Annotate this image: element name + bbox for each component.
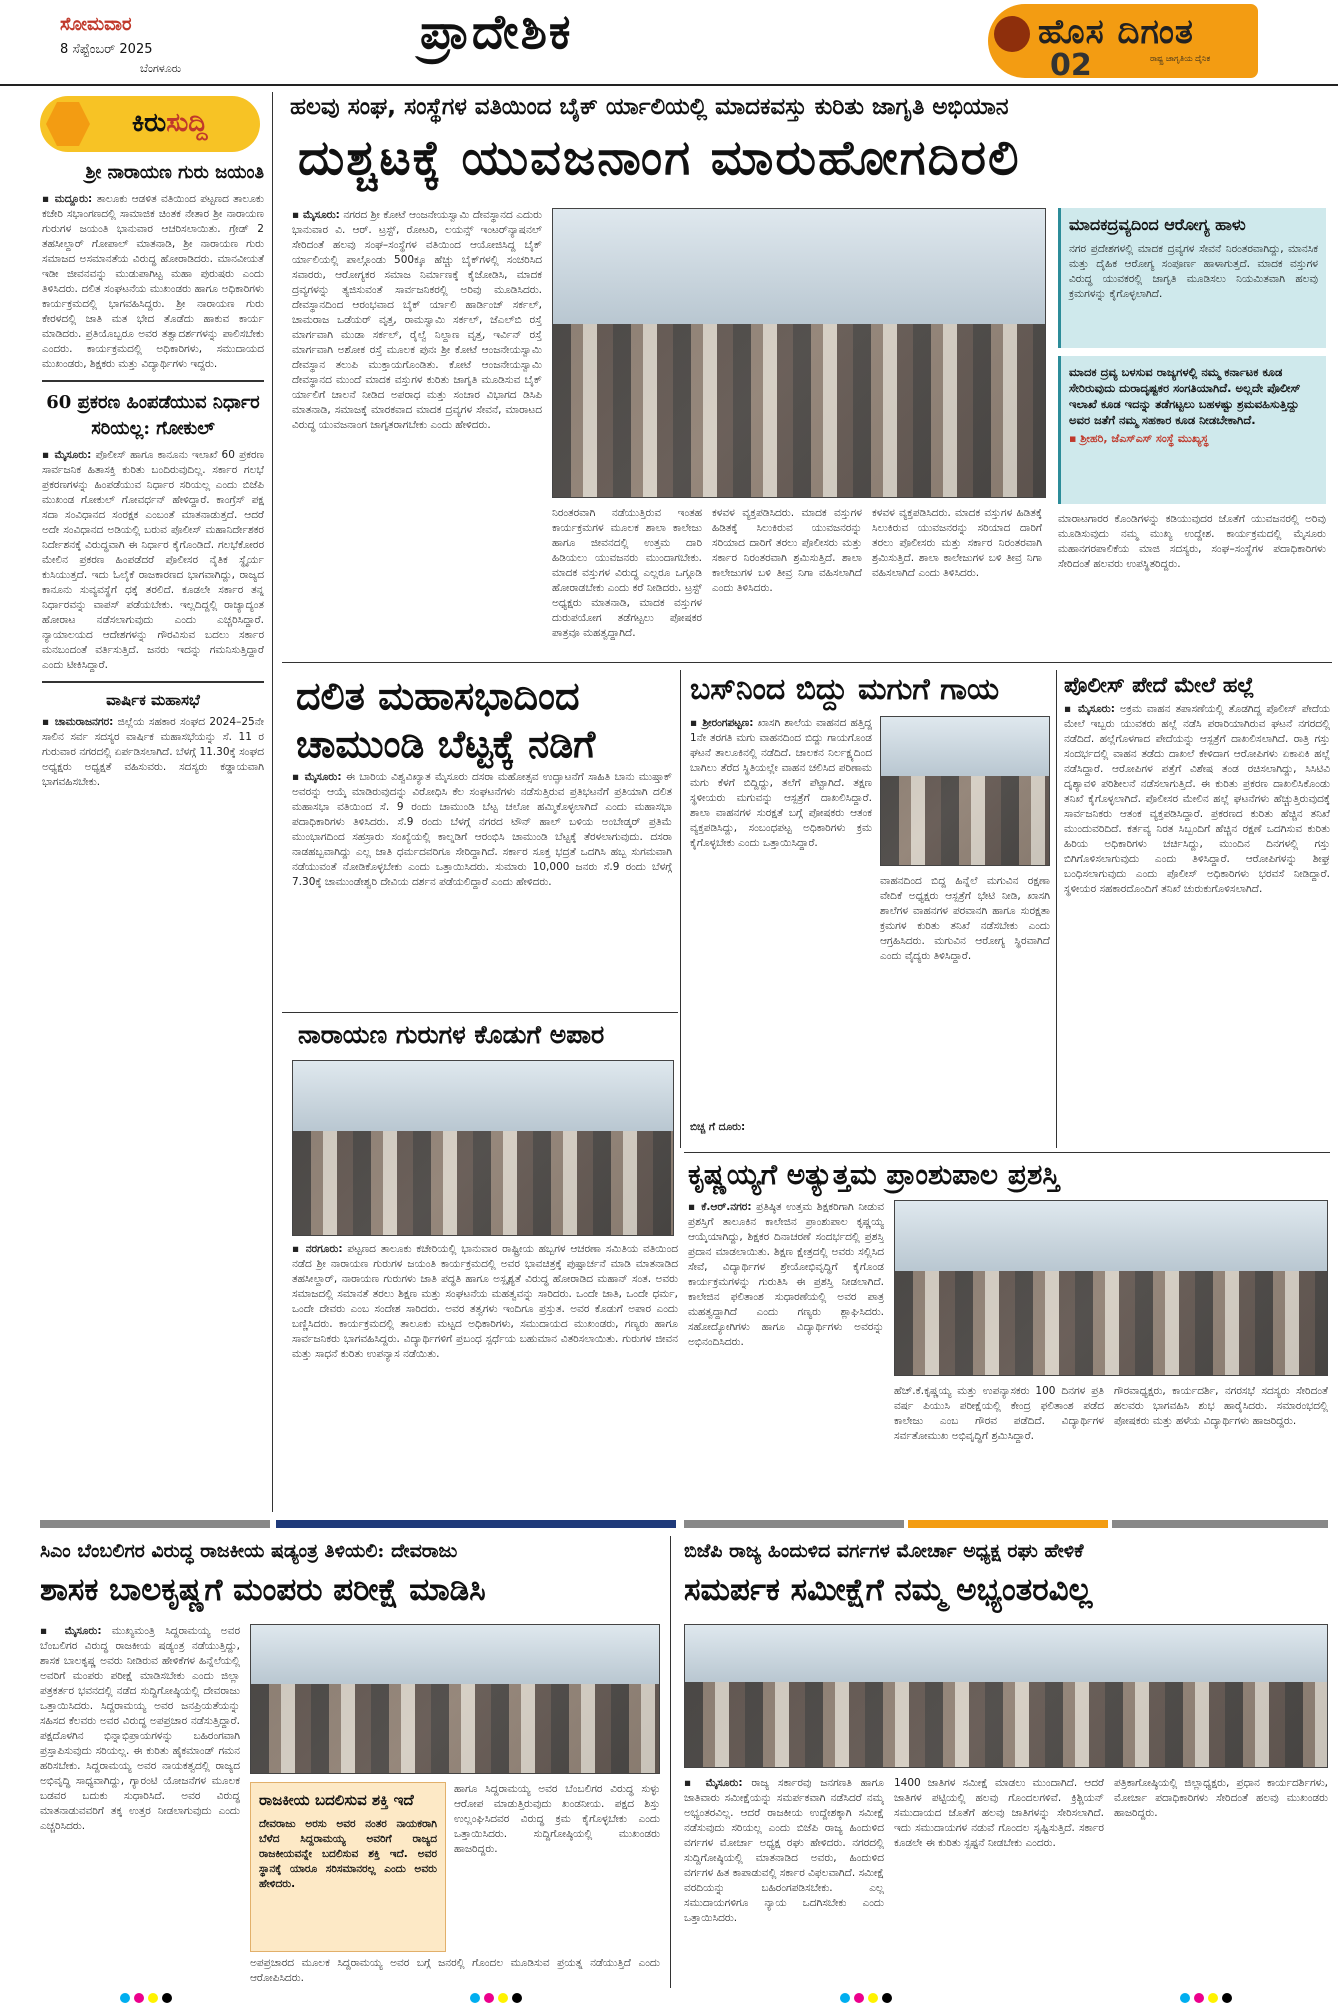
story-body xyxy=(42,192,264,372)
story-text: ಹಾಗೂ ಸಿದ್ದರಾಮಯ್ಯ ಅವರ ಬೆಂಬಲಿಗರ ವಿರುದ್ಧ ಸುಳ್ಳು ಆರೋಪ ಮಾಡುತ್ತಿರುವುದು ಖಂಡನೀಯ. ಪಕ್ಷದ ಶಿಸ್ತು ಉಲ್ಲಂಘಿಸಿದವರ ವಿರುದ್ಧ ಕ್ರಮ ಕೈಗೊಳ್ಳಬೇಕು ಎಂದು ಒತ್ತಾಯಿಸಿದರು. ಸುದ್ದಿಗೋಷ್ಠಿಯಲ್ಲಿ ಮುಖಂಡರು ಹಾಜರಿದ್ದರು. xyxy=(454,1783,660,1855)
police-headline: ಪೊಲೀಸ್ ಪೇದೆ ಮೇಲೆ ಹಲ್ಲೆ xyxy=(1064,672,1255,697)
newspaper-logo xyxy=(988,4,1258,78)
lead-column-2 xyxy=(552,506,702,656)
divider-bar-grey-3 xyxy=(1112,1520,1328,1528)
kiru-label: ಕಿರು xyxy=(132,108,167,138)
photo-crowd xyxy=(553,324,1045,497)
black-mark xyxy=(162,1993,172,2003)
story-text: ನಿರಂತರವಾಗಿ ನಡೆಯುತ್ತಿರುವ ಇಂತಹ ಕಾರ್ಯಕ್ರಮಗಳ ಮೂಲಕ ಶಾಲಾ ಕಾಲೇಜು ಹಾಗೂ ಜೀವನದಲ್ಲಿ ಉತ್ತಮ ದಾರಿ ಹಿಡಿಯಲು ಯುವಜನರು ಮುಂದಾಗಬೇಕು. ಮಾದಕ ವಸ್ತುಗಳ ವಿರುದ್ಧ ಎಲ್ಲರೂ ಒಗ್ಗೂಡಿ ಹೋರಾಡಬೇಕು ಎಂದು ಕರೆ ನೀಡಿದರು. ಟ್ರಸ್ಟ್ ಅಧ್ಯಕ್ಷರು ಮಾತನಾಡಿ, ಮಾದಕ ವಸ್ತುಗಳ ದುರುಪಯೋಗ ತಡೆಗಟ್ಟಲು ಪೋಷಕರ ಪಾತ್ರವೂ ಮಹತ್ವದ್ದಾಗಿದೆ. xyxy=(552,507,702,639)
print-registration-marks xyxy=(470,1993,522,2003)
kiru-suddi-label xyxy=(132,108,207,139)
bike-rally-photo xyxy=(552,208,1046,498)
column-rule xyxy=(680,670,681,1148)
suddi-label: ಸುದ್ದಿ xyxy=(166,108,208,138)
photo-crowd xyxy=(881,776,1049,865)
photo-sky xyxy=(293,1061,673,1131)
dateline: ▪ ಮೈಸೂರು: xyxy=(292,771,342,783)
photo-sky xyxy=(881,717,1049,776)
box-title: ಮಾದಕದ್ರವ್ಯದಿಂದ ಆರೋಗ್ಯ ಹಾಳು xyxy=(1069,215,1246,234)
story-body xyxy=(42,448,264,673)
story-text: ಪ್ರತಿಷ್ಠಿತ ಉತ್ತಮ ಶಿಕ್ಷಕರಿಗಾಗಿ ನೀಡುವ ಪ್ರಶಸ್ತಿಗೆ ತಾಲೂಕಿನ ಕಾಲೇಜಿನ ಪ್ರಾಂಶುಪಾಲ ಕೃಷ್ಣಯ್ಯ ಆಯ್ಕೆಯಾಗಿದ್ದು, ಶಿಕ್ಷಕರ ದಿನಾಚರಣೆ ಸಂದರ್ಭದಲ್ಲಿ ಪ್ರಶಸ್ತಿ ಪ್ರದಾನ ಮಾಡಲಾಯಿತು. ಶಿಕ್ಷಣ ಕ್ಷೇತ್ರದಲ್ಲಿ ಅವರು ಸಲ್ಲಿಸಿದ ಸೇವೆ, ವಿದ್ಯಾರ್ಥಿಗಳ ಶ್ರೇಯೋಭಿವೃದ್ಧಿಗೆ ಕೈಗೊಂಡ ಕಾರ್ಯಕ್ರಮಗಳನ್ನು ಗುರುತಿಸಿ ಈ ಪ್ರಶಸ್ತಿ ನೀಡಲಾಗಿದೆ. ಕಾಲೇಜಿನ ಫಲಿತಾಂಶ ಸುಧಾರಣೆಯಲ್ಲಿ ಅವರ ಪಾತ್ರ ಮಹತ್ವದ್ದಾಗಿದೆ ಎಂದು ಗಣ್ಯರು ಶ್ಲಾಘಿಸಿದರು. ಸಹೋದ್ಯೋಗಿಗಳು ಹಾಗೂ ವಿದ್ಯಾರ್ಥಿಗಳು ಅವರನ್ನು ಅಭಿನಂದಿಸಿದರು. xyxy=(688,1201,884,1348)
story-text: ಜಿಲ್ಲೆಯ ಸಹಕಾರ ಸಂಘದ 2024–25ನೇ ಸಾಲಿನ ಸರ್ವ ಸದಸ್ಯರ ವಾರ್ಷಿಕ ಮಹಾಸಭೆಯನ್ನು ಸೆ. 11 ರ ಗುರುವಾರ ನಗರದಲ್ಲಿ ಏರ್ಪಡಿಸಲಾಗಿದೆ. ಬೆಳಗ್ಗೆ 11.30ಕ್ಕೆ ಸಂಘದ ಅಧ್ಯಕ್ಷರು ಅಧ್ಯಕ್ಷತೆ ವಹಿಸುವರು. ಸದಸ್ಯರು ಕಡ್ಡಾಯವಾಗಿ ಭಾಗವಹಿಸಬೇಕು. xyxy=(42,716,264,788)
story-text: ತಾಲೂಕು ಆಡಳಿತ ವತಿಯಿಂದ ಪಟ್ಟಣದ ತಾಲೂಕು ಕಚೇರಿ ಸಭಾಂಗಣದಲ್ಲಿ ಸಾಮಾಜಿಕ ಚಿಂತಕ ನೇತಾರ ಶ್ರೀ ನಾರಾಯಣ ಗುರುಗಳ ಜಯಂತಿ ಭಾನುವಾರ ಆಚರಿಸಲಾಯಿತು. ಗ್ರೇಡ್ 2 ತಹಸೀಲ್ದಾರ್ ಗೋಪಾಲ್ ಮಾತನಾಡಿ, ಶ್ರೀ ನಾರಾಯಣ ಗುರು ಸಮಾಜದ ಅಸಮಾನತೆಯ ವಿರುದ್ಧ ಹೋರಾಡಿದರು. ಮಾನವೀಯತೆ ಇಡೀ ಜೀವನವನ್ನು ಮುಡುಪಾಗಿಟ್ಟ ಮಹಾ ಪುರುಷರು ಎಂದು ತಿಳಿಸಿದರು. ದಲಿತ ಸಂಘಟನೆಯ ಮುಖಂಡರು ಹಾಗೂ ಅಧಿಕಾರಿಗಳು ಕಾರ್ಯಕ್ರಮದಲ್ಲಿ ಭಾಗವಹಿಸಿದ್ದರು. ಶ್ರೀ ನಾರಾಯಣ ಗುರು ಕೇರಳದಲ್ಲಿ ಜಾತಿ ಮತ ಭೇದ ತೊಡೆದು ಹಾಕುವ ಕಾರ್ಯ ಮಾಡಿದರು. ಪ್ರತಿಯೊಬ್ಬರೂ ಅವರ ತತ್ವಾದರ್ಶಗಳನ್ನು ಪಾಲಿಸಬೇಕು ಎಂದರು. ಕಾರ್ಯಕ್ರಮದಲ್ಲಿ ಅಧಿಕಾರಿಗಳು, ಸಮುದಾಯದ ಮುಖಂಡರು, ಶಿಕ್ಷಕರು ಮತ್ತು ವಿದ್ಯಾರ್ಥಿಗಳು ಇದ್ದರು. xyxy=(42,193,264,370)
lead-column-1 xyxy=(292,208,542,658)
dateline: ▪ ಮೈಸೂರು: xyxy=(292,209,340,221)
magenta-mark xyxy=(1194,1993,1204,2003)
divider xyxy=(42,380,264,382)
print-registration-marks xyxy=(1180,1993,1232,2003)
photo-crowd xyxy=(685,1682,1327,1767)
cyan-mark xyxy=(840,1993,850,2003)
story-text: ನಗರದ ಶ್ರೀ ಕೋಟೆ ಆಂಜನೇಯಸ್ವಾಮಿ ದೇವಸ್ಥಾನದ ಎದುರು ಭಾನುವಾರ ವಿ. ಆರ್. ಟ್ರಸ್ಟ್, ರೋಟರಿ, ಲಯನ್ಸ್ ಇಂಟರ್‌ನ್ಯಾಷನಲ್ ಸೇರಿದಂತೆ ಹಲವು ಸಂಘ–ಸಂಸ್ಥೆಗಳ ವತಿಯಿಂದ ಆಯೋಜಿಸಿದ್ದ ಬೈಕ್ ರ್ಯಾಲಿಯಲ್ಲಿ ಪಾಲ್ಗೊಂಡು 500ಕ್ಕೂ ಹೆಚ್ಚು ಬೈಕ್‌ಗಳಲ್ಲಿ ಸಂಚರಿಸಿದ ಸವಾರರು, ಆರೋಗ್ಯಕರ ಸಮಾಜ ನಿರ್ಮಾಣಕ್ಕೆ ಕೈಜೋಡಿಸಿ, ಮಾದಕ ದ್ರವ್ಯಗಳನ್ನು ತ್ಯಜಿಸುವಂತೆ ಸಾರ್ವಜನಿಕರಲ್ಲಿ ಅರಿವು ಮೂಡಿಸಿದರು. ದೇವಸ್ಥಾನದಿಂದ ಆರಂಭವಾದ ಬೈಕ್ ರ್ಯಾಲಿ ಹಾರ್ಡಿಂಜ್ ಸರ್ಕಲ್, ಚಾಮರಾಜ ಒಡೆಯರ್ ವೃತ್ತ, ರಾಮಸ್ವಾಮಿ ಸರ್ಕಲ್, ಜೆಎಲ್‌ಬಿ ರಸ್ತೆ ಮಾರ್ಗವಾಗಿ ಮುಡಾ ಸರ್ಕಲ್, ರೈಲ್ವೆ ನಿಲ್ದಾಣ ವೃತ್ತ, ಇರ್ವಿನ್ ರಸ್ತೆ ಮಾರ್ಗವಾಗಿ ಅಶೋಕ ರಸ್ತೆ ಮೂಲಕ ಪುನಃ ಶ್ರೀ ಕೋಟೆ ಆಂಜನೇಯಸ್ವಾಮಿ ದೇವಸ್ಥಾನ ತಲುಪಿ ಮುಕ್ತಾಯಗೊಂಡಿತು. ಕೋಟೆ ಆಂಜನೇಯಸ್ವಾಮಿ ದೇವಸ್ಥಾನದ ಮುಂದೆ ಮಾದಕ ವಸ್ತುಗಳ ಕುರಿತು ಜಾಗೃತಿ ಮೂಡಿಸುವ ಬೈಕ್ ರ್ಯಾಲಿಗೆ ಚಾಲನೆ ನೀಡಿದ ಅಪರಾಧ ಮತ್ತು ಸಂಚಾರ ವಿಭಾಗದ ಡಿಸಿಪಿ ಮಾತನಾಡಿ, ಸಮಾಜಕ್ಕೆ ಮಾರಕವಾದ ಮಾದಕ ದ್ರವ್ಯಗಳ ಸೇವನೆ, ಮಾರಾಟದ ವಿರುದ್ಧ ಯುವಜನಾಂಗ ಜಾಗೃತರಾಗಬೇಕು ಎಂದು ಹೇಳಿದರು. xyxy=(292,209,542,431)
black-mark xyxy=(512,1993,522,2003)
cm-story-body-3 xyxy=(250,1956,660,1988)
dateline: ▪ ಮದ್ದೂರು: xyxy=(42,193,93,205)
bus-story-body-2 xyxy=(880,874,1050,1114)
bus-complaint-label xyxy=(690,1120,872,1140)
story-text: 1400 ಜಾತಿಗಳ ಸಮೀಕ್ಷೆ ಮಾಡಲು ಮುಂದಾಗಿದೆ. ಆದರೆ ಜಾತಿಗಳ ಪಟ್ಟಿಯಲ್ಲಿ ಹಲವು ಗೊಂದಲಗಳಿವೆ. ಕ್ರಿಶ್ಚಿಯನ್ ಸಮುದಾಯದ ಜೊತೆಗೆ ಹಲವು ಜಾತಿಗಳನ್ನು ಸೇರಿಸಲಾಗಿದೆ. ಇದು ಸಮುದಾಯಗಳ ನಡುವೆ ಗೊಂದಲ ಸೃಷ್ಟಿಸುತ್ತಿದೆ. ಸರ್ಕಾರ ಕೂಡಲೇ ಈ ಕುರಿತು ಸ್ಪಷ್ಟನೆ ನೀಡಬೇಕು ಎಂದರು. xyxy=(894,1777,1104,1849)
kiru-suddi-badge xyxy=(40,96,260,152)
story-text: ಹೆಚ್.ಕೆ.ಕೃಷ್ಣಯ್ಯ ಮತ್ತು ಉಪನ್ಯಾಸಕರು 100 ದಿನಗಳ ಪ್ರತಿ ವರ್ಷ ಪಿಯುಸಿ ಪರೀಕ್ಷೆಯಲ್ಲಿ ಕೇಂದ್ರ ಫಲಿತಾಂಶ ಪಡೆದ ಕಾಲೇಜು ಎಂಬ ಗೌರವ ಪಡೆದಿದೆ. ವಿದ್ಯಾರ್ಥಿಗಳ ಸರ್ವತೋಮುಖ ಅಭಿವೃದ್ಧಿಗೆ ಶ್ರಮಿಸಿದ್ದಾರೆ. xyxy=(894,1385,1104,1442)
photo-crowd xyxy=(895,1271,1327,1375)
dateline: ▪ ಮೈಸೂರು: xyxy=(42,449,92,461)
cyan-mark xyxy=(1180,1993,1190,2003)
lead-column-3b xyxy=(872,506,1042,656)
photo-crowd xyxy=(293,1131,673,1235)
lead-column-4 xyxy=(1058,512,1326,656)
divider-bar-navy xyxy=(276,1520,676,1528)
column-rule xyxy=(1056,670,1057,1148)
box-title: ರಾಜಕೀಯ ಬದಲಿಸುವ ಶಕ್ತಿ ಇದೆ xyxy=(259,1791,414,1809)
cm-headline: ಶಾಸಕ ಬಾಲಕೃಷ್ಣಗೆ ಮಂಪರು ಪರೀಕ್ಷೆ ಮಾಡಿಸಿ xyxy=(40,1572,486,1608)
newspaper-name: ಹೊಸ ದಿಗಂತ xyxy=(1038,12,1194,52)
cm-kicker: ಸಿಎಂ ಬೆಂಬಲಿಗರ ವಿರುದ್ಧ ರಾಜಕೀಯ ಷಡ್ಯಂತ್ರ ತಿಳಿಯಲಿ: ದೇವರಾಜು xyxy=(40,1540,458,1562)
divider-bar-grey xyxy=(40,1520,270,1528)
cm-story-body xyxy=(40,1624,240,1984)
dalit-headline: ದಲಿತ ಮಹಾಸಭಾದಿಂದ ಚಾಮುಂಡಿ ಬೆಟ್ಟಕ್ಕೆ ನಡಿಗೆ xyxy=(296,673,596,766)
hand-pointer-icon xyxy=(46,102,90,146)
cyan-mark xyxy=(470,1993,480,2003)
story-text: ವಾಹನದಿಂದ ಬಿದ್ದ ಹಿನ್ನೆಲೆ ಮಗುವಿನ ರಕ್ಷಣಾ ವೇದಿಕೆ ಅಧ್ಯಕ್ಷರು ಆಸ್ಪತ್ರೆಗೆ ಭೇಟಿ ನೀಡಿ, ಖಾಸಗಿ ಶಾಲೆಗಳ ವಾಹನಗಳ ಪರವಾನಗಿ ಹಾಗೂ ಸುರಕ್ಷತಾ ಕ್ರಮಗಳ ಕುರಿತು ತನಿಖೆ ನಡೆಸಬೇಕು ಎಂದು ಆಗ್ರಹಿಸಿದರು. ಮಗುವಿನ ಆರೋಗ್ಯ ಸ್ಥಿರವಾಗಿದೆ ಎಂದು ವೈದ್ಯರು ತಿಳಿಸಿದ್ದಾರೆ. xyxy=(880,875,1050,962)
lead-kicker: ಹಲವು ಸಂಘ, ಸಂಸ್ಥೆಗಳ ವತಿಯಿಂದ ಬೈಕ್ ರ್ಯಾಲಿಯಲ್ಲಿ ಮಾದಕವಸ್ತು ಕುರಿತು ಜಾಗೃತಿ ಅಭಿಯಾನ xyxy=(290,94,1009,120)
dateline: ▪ ಕೆ.ಆರ್.ನಗರ: xyxy=(688,1201,752,1213)
narayana-story-body xyxy=(292,1242,678,1512)
health-info-box xyxy=(1058,208,1326,348)
column-rule xyxy=(272,92,273,1512)
divider-bar-orange xyxy=(908,1520,1108,1528)
page-number: 02 xyxy=(1050,48,1092,83)
press-meet-photo xyxy=(250,1624,660,1774)
lead-column-3 xyxy=(712,506,862,656)
masthead-city: ಬೆಂಗಳೂರು xyxy=(140,62,182,75)
story-body xyxy=(42,715,264,790)
bus-story-body xyxy=(690,716,872,1116)
black-mark xyxy=(882,1993,892,2003)
story-text: ಕಳವಳ ವ್ಯಕ್ತಪಡಿಸಿದರು. ಮಾದಕ ವಸ್ತುಗಳ ಹಿಡಿತಕ್ಕೆ ಸಿಲುಕಿರುವ ಯುವಜನರನ್ನು ಸರಿಯಾದ ದಾರಿಗೆ ತರಲು ಪೊಲೀಸರು ಮತ್ತು ಸರ್ಕಾರ ನಿರಂತರವಾಗಿ ಶ್ರಮಿಸುತ್ತಿದೆ. ಶಾಲಾ ಕಾಲೇಜುಗಳ ಬಳಿ ತೀವ್ರ ನಿಗಾ ವಹಿಸಲಾಗಿದೆ ಎಂದು ತಿಳಿಸಿದರು. xyxy=(712,507,862,594)
story-text: ಪೊಲೀಸ್ ಹಾಗೂ ಕಾನೂನು ಇಲಾಖೆ 60 ಪ್ರಕರಣ ಸಾರ್ವಜನಿಕ ಹಿತಾಸಕ್ತಿ ಕುರಿತು ಬಂದಿರುವುದಿಲ್ಲ. ಸರ್ಕಾರ ಗಲಭೆ ಪ್ರಕರಣಗಳನ್ನು ಹಿಂಪಡೆಯುವ ನಿರ್ಧಾರ ಸರಿಯಲ್ಲ ಎಂದು ಬಿಜೆಪಿ ಮುಖಂಡ ಗೋಕುಲ್ ಗೋವರ್ಧನ್ ಹೇಳಿದ್ದಾರೆ. ಕಾಂಗ್ರೆಸ್ ಪಕ್ಷ ಸದಾ ಸಂವಿಧಾನದ ಸಂರಕ್ಷಕ ಎಂಬಂತೆ ಮಾತನಾಡುತ್ತದೆ. ಆದರೆ ಅದೇ ಸಂವಿಧಾನದ ಅಡಿಯಲ್ಲಿ ಬರುವ ಪೊಲೀಸ್ ಮಹಾನಿರ್ದೇಶಕರ ನಿರ್ದೇಶನಕ್ಕೆ ವಿರುದ್ಧವಾಗಿ ಈ ನಿರ್ಧಾರ ಕೈಗೊಂಡಿದೆ. ಗಲಭೆಕೋರರ ಮೇಲಿನ ಪ್ರಕರಣ ಹಿಂಪಡೆದರೆ ಪೊಲೀಸರ ನೈತಿಕ ಸ್ಥೈರ್ಯ ಕುಸಿಯುತ್ತದೆ. ಇದು ಓಲೈಕೆ ರಾಜಕಾರಣದ ಭಾಗವಾಗಿದ್ದು, ರಾಜ್ಯದ ಕಾನೂನು ಸುವ್ಯವಸ್ಥೆಗೆ ಧಕ್ಕೆ ತರಲಿದೆ. ಕೂಡಲೇ ಸರ್ಕಾರ ತನ್ನ ನಿರ್ಧಾರವನ್ನು ವಾಪಸ್ ಪಡೆಯಬೇಕು. ಇಲ್ಲದಿದ್ದಲ್ಲಿ ರಾಜ್ಯಾದ್ಯಂತ ಹೋರಾಟ ನಡೆಸಲಾಗುವುದು ಎಂದು ಎಚ್ಚರಿಸಿದ್ದಾರೆ. ನ್ಯಾಯಾಲಯದ ಆದೇಶಗಳನ್ನು ಗೌರವಿಸುವ ಬದಲು ಸರ್ಕಾರ ಮನಬಂದಂತೆ ವರ್ತಿಸುತ್ತಿದೆ. ಜನರು ಇದನ್ನು ಗಮನಿಸುತ್ತಿದ್ದಾರೆ ಎಂದು ಟೀಕಿಸಿದ್ದಾರೆ. xyxy=(42,449,264,671)
magenta-mark xyxy=(134,1993,144,2003)
story-text: ಮುಖ್ಯಮಂತ್ರಿ ಸಿದ್ದರಾಮಯ್ಯ ಅವರ ಬೆಂಬಲಿಗರ ವಿರುದ್ಧ ರಾಜಕೀಯ ಷಡ್ಯಂತ್ರ ನಡೆಯುತ್ತಿದ್ದು, ಶಾಸಕ ಬಾಲಕೃಷ್ಣ ಅವರು ನೀಡಿರುವ ಹೇಳಿಕೆಗಳ ಹಿನ್ನೆಲೆಯಲ್ಲಿ ಅವರಿಗೆ ಮಂಪರು ಪರೀಕ್ಷೆ ಮಾಡಿಸಬೇಕು ಎಂದು ಜಿಲ್ಲಾ ಪತ್ರಕರ್ತರ ಭವನದಲ್ಲಿ ನಡೆದ ಸುದ್ದಿಗೋಷ್ಠಿಯಲ್ಲಿ ದೇವರಾಜು ಒತ್ತಾಯಿಸಿದರು. ಸಿದ್ದರಾಮಯ್ಯ ಅವರ ಜನಪ್ರಿಯತೆಯನ್ನು ಸಹಿಸದ ಕೆಲವರು ಅವರ ವಿರುದ್ಧ ಅಪಪ್ರಚಾರ ನಡೆಸುತ್ತಿದ್ದಾರೆ. ಪಕ್ಷದೊಳಗಿನ ಭಿನ್ನಾಭಿಪ್ರಾಯಗಳನ್ನು ಬಹಿರಂಗವಾಗಿ ಪ್ರಸ್ತಾಪಿಸುವುದು ಸರಿಯಲ್ಲ. ಈ ಕುರಿತು ಹೈಕಮಾಂಡ್ ಗಮನ ಹರಿಸಬೇಕು. ಸಿದ್ದರಾಮಯ್ಯ ಅವರ ನಾಯಕತ್ವದಲ್ಲಿ ರಾಜ್ಯದ ಅಭಿವೃದ್ಧಿ ಸಾಧ್ಯವಾಗಿದ್ದು, ಗ್ಯಾರಂಟಿ ಯೋಜನೆಗಳ ಮೂಲಕ ಬಡವರ ಬದುಕು ಸುಧಾರಿಸಿದೆ. ಅವರ ವಿರುದ್ಧ ಮಾತನಾಡುವವರಿಗೆ ತಕ್ಕ ಉತ್ತರ ನೀಡಲಾಗುವುದು ಎಂದು ಎಚ್ಚರಿಸಿದರು. xyxy=(40,1625,240,1832)
print-registration-marks xyxy=(840,1993,892,2003)
dateline: ▪ ನರಗೂರು: xyxy=(292,1243,343,1255)
dateline: ▪ ಶ್ರೀರಂಗಪಟ್ಟಣ: xyxy=(690,717,754,729)
bjp-headline: ಸಮರ್ಪಕ ಸಮೀಕ್ಷೆಗೆ ನಮ್ಮ ಅಭ್ಯಂತರವಿಲ್ಲ xyxy=(684,1572,1093,1608)
principal-story-body-3 xyxy=(1114,1384,1328,1510)
divider-bar-grey-2 xyxy=(684,1520,904,1528)
bjp-story-body xyxy=(684,1776,884,1988)
award-ceremony-photo xyxy=(894,1200,1328,1376)
yellow-mark xyxy=(148,1993,158,2003)
narayana-headline: ನಾರಾಯಣ ಗುರುಗಳ ಕೊಡುಗೆ ಅಪಾರ xyxy=(298,1020,605,1049)
section-rule xyxy=(282,662,1332,663)
print-registration-marks xyxy=(120,1993,172,2003)
complaint-label: ಬಿಚ್ಚ ಗೆ ದೂರು: xyxy=(690,1121,746,1133)
divider xyxy=(42,681,264,683)
magenta-mark xyxy=(854,1993,864,2003)
story-text: ಪತ್ರಿಕಾಗೋಷ್ಠಿಯಲ್ಲಿ ಜಿಲ್ಲಾಧ್ಯಕ್ಷರು, ಪ್ರಧಾನ ಕಾರ್ಯದರ್ಶಿಗಳು, ಮೋರ್ಚಾ ಪದಾಧಿಕಾರಿಗಳು ಸೇರಿದಂತೆ ಹಲವು ಮುಖಂಡರು ಹಾಜರಿದ್ದರು. xyxy=(1114,1777,1328,1819)
bjp-press-photo xyxy=(684,1624,1328,1768)
story-text: ಮಾರಾಟಗಾರರ ಕೊಂಡಿಗಳನ್ನು ಕಡಿಯುವುದರ ಜೊತೆಗೆ ಯುವಜನರಲ್ಲಿ ಅರಿವು ಮೂಡಿಸುವುದು ನಮ್ಮ ಮುಖ್ಯ ಉದ್ದೇಶ. ಕಾರ್ಯಕ್ರಮದಲ್ಲಿ ಮೈಸೂರು ಮಹಾನಗರಪಾಲಿಕೆಯ ಮಾಜಿ ಸದಸ್ಯರು, ಸಂಘ–ಸಂಸ್ಥೆಗಳ ಪದಾಧಿಕಾರಿಗಳು ಸೇರಿದಂತೆ ಹಲವರು ಉಪಸ್ಥಿತರಿದ್ದರು. xyxy=(1058,513,1326,570)
story-text: ಖಾಸಗಿ ಶಾಲೆಯ ವಾಹನದ ಹತ್ತಿದ್ದ 1ನೇ ತರಗತಿ ಮಗು ವಾಹನದಿಂದ ಬಿದ್ದು ಗಾಯಗೊಂಡ ಘಟನೆ ತಾಲೂಕಿನಲ್ಲಿ ನಡೆದಿದೆ. ಚಾಲಕನ ನಿರ್ಲಕ್ಷ್ಯದಿಂದ ಬಾಗಿಲು ತೆರೆದ ಸ್ಥಿತಿಯಲ್ಲೇ ವಾಹನ ಚಲಿಸಿದ ಪರಿಣಾಮ ಮಗು ಕೆಳಗೆ ಬಿದ್ದಿದ್ದು, ತಲೆಗೆ ಪೆಟ್ಟಾಗಿದೆ. ತಕ್ಷಣ ಸ್ಥಳೀಯರು ಮಗುವನ್ನು ಆಸ್ಪತ್ರೆಗೆ ದಾಖಲಿಸಿದ್ದಾರೆ. ಶಾಲಾ ವಾಹನಗಳ ಸುರಕ್ಷತೆ ಬಗ್ಗೆ ಪೋಷಕರು ಆತಂಕ ವ್ಯಕ್ತಪಡಿಸಿದ್ದು, ಸಂಬಂಧಪಟ್ಟ ಅಧಿಕಾರಿಗಳು ಕ್ರಮ ಕೈಗೊಳ್ಳಬೇಕು ಎಂದು ಒತ್ತಾಯಿಸಿದ್ದಾರೆ. xyxy=(690,717,872,849)
story-text: ಈ ಬಾರಿಯ ವಿಶ್ವವಿಖ್ಯಾತ ಮೈಸೂರು ದಸರಾ ಮಹೋತ್ಸವ ಉದ್ಘಾಟನೆಗೆ ಸಾಹಿತಿ ಬಾನು ಮುಷ್ತಾಕ್ ಅವರನ್ನು ಆಯ್ಕೆ ಮಾಡಿರುವುದನ್ನು ವಿರೋಧಿಸಿ ಕೆಲ ಸಂಘಟನೆಗಳು ನಡೆಸುತ್ತಿರುವ ಪ್ರತಿಭಟನೆಗೆ ಪ್ರತಿಯಾಗಿ ದಲಿತ ಮಹಾಸಭಾ ವತಿಯಿಂದ ಸೆ. 9 ರಂದು ಚಾಮುಂಡಿ ಬೆಟ್ಟ ಚಲೋ ಹಮ್ಮಿಕೊಳ್ಳಲಾಗಿದೆ ಎಂದು ಮಹಾಸಭಾ ಪದಾಧಿಕಾರಿಗಳು ತಿಳಿಸಿದರು. ಸೆ.9 ರಂದು ಬೆಳಗ್ಗೆ ನಗರದ ಟೌನ್ ಹಾಲ್ ಬಳಿಯ ಅಂಬೇಡ್ಕರ್ ಪ್ರತಿಮೆ ಮುಂಭಾಗದಿಂದ ಸಹಸ್ರಾರು ಸಂಖ್ಯೆಯಲ್ಲಿ ಕಾಲ್ನಡಿಗೆ ಆರಂಭಿಸಿ ಚಾಮುಂಡಿ ಬೆಟ್ಟಕ್ಕೆ ತೆರಳಲಾಗುವುದು. ದಸರಾ ನಾಡಹಬ್ಬವಾಗಿದ್ದು ಎಲ್ಲ ಜಾತಿ ಧರ್ಮದವರಿಗೂ ಸೇರಿದ್ದಾಗಿದೆ. ಸರ್ಕಾರ ಸೂಕ್ತ ಭದ್ರತೆ ಒದಗಿಸಿ ಹಬ್ಬ ಸುಗಮವಾಗಿ ನಡೆಯುವಂತೆ ನೋಡಿಕೊಳ್ಳಬೇಕು ಎಂದು ಒತ್ತಾಯಿಸಿದರು. ಸುಮಾರು 10,000 ಜನರು ಸೆ.9 ರಂದು ಬೆಳಗ್ಗೆ 7.30ಕ್ಕೆ ಚಾಮುಂಡೇಶ್ವರಿ ದೇವಿಯ ದರ್ಶನ ಪಡೆಯಲಿದ್ದಾರೆ ಎಂದು ಹೇಳಿದರು. xyxy=(292,771,672,888)
box-text: ನಗರ ಪ್ರದೇಶಗಳಲ್ಲಿ ಮಾದಕ ದ್ರವ್ಯಗಳ ಸೇವನೆ ನಿರಂತರವಾಗಿದ್ದು, ಮಾನಸಿಕ ಮತ್ತು ದೈಹಿಕ ಆರೋಗ್ಯ ಸಂಪೂರ್ಣ ಹಾಳಾಗುತ್ತದೆ. ಮಾದಕ ವಸ್ತುಗಳ ವಿರುದ್ಧ ಯುವಕರಲ್ಲಿ ಜಾಗೃತಿ ಮೂಡಿಸಲು ನಿಯಮಿತವಾಗಿ ಹಲವು ಕ್ರಮಗಳನ್ನು ಕೈಗೊಳ್ಳಲಾಗಿದೆ. xyxy=(1069,243,1318,300)
hospital-photo xyxy=(880,716,1050,866)
magenta-mark xyxy=(484,1993,494,2003)
story-text: ಅಪಪ್ರಚಾರದ ಮೂಲಕ ಸಿದ್ದರಾಮಯ್ಯ ಅವರ ಬಗ್ಗೆ ಜನರಲ್ಲಿ ಗೊಂದಲ ಮೂಡಿಸುವ ಪ್ರಯತ್ನ ನಡೆಯುತ್ತಿದೆ ಎಂದು ಆರೋಪಿಸಿದರು. xyxy=(250,1957,660,1984)
masthead xyxy=(0,0,1338,86)
bus-headline: ಬಸ್‌ನಿಂದ ಬಿದ್ದು ಮಗುಗೆ ಗಾಯ xyxy=(690,672,1000,707)
story-text: ಗೌರವಾಧ್ಯಕ್ಷರು, ಕಾರ್ಯದರ್ಶಿ, ನಗರಸಭೆ ಸದಸ್ಯರು ಸೇರಿದಂತೆ ಹಲವರು ಭಾಗವಹಿಸಿ ಶುಭ ಹಾರೈಸಿದರು. ಸಮಾರಂಭದಲ್ಲಿ ಪೋಷಕರು ಮತ್ತು ಹಳೆಯ ವಿದ್ಯಾರ್ಥಿಗಳು ಹಾಜರಿದ್ದರು. xyxy=(1114,1385,1328,1427)
cyan-mark xyxy=(120,1993,130,2003)
quote-box xyxy=(1058,356,1326,504)
dateline: ▪ ಮೈಸೂರು: xyxy=(40,1625,102,1637)
lamp-logo-icon xyxy=(994,16,1030,52)
photo-sky xyxy=(251,1625,659,1684)
bjp-story-body-2 xyxy=(894,1776,1104,1988)
section-title: ಪ್ರಾದೇಶಿಕ xyxy=(420,4,573,60)
dateline: ▪ ಮೈಸೂರು: xyxy=(684,1777,743,1789)
photo-sky xyxy=(685,1625,1327,1682)
section-rule xyxy=(282,1012,678,1013)
principal-story-body xyxy=(688,1200,884,1510)
story-text: ರಾಜ್ಯ ಸರ್ಕಾರವು ಜನಗಣತಿ ಹಾಗೂ ಜಾತಿವಾರು ಸಮೀಕ್ಷೆಯನ್ನು ಸಮರ್ಪಕವಾಗಿ ನಡೆಸಿದರೆ ನಮ್ಮ ಅಭ್ಯಂತರವಿಲ್ಲ. ಆದರೆ ರಾಜಕೀಯ ಉದ್ದೇಶಕ್ಕಾಗಿ ಸಮೀಕ್ಷೆ ನಡೆಸುವುದು ಸರಿಯಲ್ಲ ಎಂದು ಬಿಜೆಪಿ ರಾಜ್ಯ ಹಿಂದುಳಿದ ವರ್ಗಗಳ ಮೋರ್ಚಾ ಅಧ್ಯಕ್ಷ ರಘು ಹೇಳಿದರು. ನಗರದಲ್ಲಿ ಸುದ್ದಿಗೋಷ್ಠಿಯಲ್ಲಿ ಮಾತನಾಡಿದ ಅವರು, ಹಿಂದುಳಿದ ವರ್ಗಗಳ ಹಿತ ಕಾಪಾಡುವಲ್ಲಿ ಸರ್ಕಾರ ವಿಫಲವಾಗಿದೆ. ಸಮೀಕ್ಷೆ ವರದಿಯನ್ನು ಬಹಿರಂಗಪಡಿಸಬೇಕು. ಎಲ್ಲ ಸಮುದಾಯಗಳಿಗೂ ನ್ಯಾಯ ಒದಗಿಸಬೇಕು ಎಂದು ಒತ್ತಾಯಿಸಿದರು. xyxy=(684,1777,884,1924)
story-text: ಕಳವಳ ವ್ಯಕ್ತಪಡಿಸಿದರು. ಮಾದಕ ವಸ್ತುಗಳ ಹಿಡಿತಕ್ಕೆ ಸಿಲುಕಿರುವ ಯುವಜನರನ್ನು ಸರಿಯಾದ ದಾರಿಗೆ ತರಲು ಪೊಲೀಸರು ಮತ್ತು ಸರ್ಕಾರ ನಿರಂತರವಾಗಿ ಶ್ರಮಿಸುತ್ತಿದೆ. ಶಾಲಾ ಕಾಲೇಜುಗಳ ಬಳಿ ತೀವ್ರ ನಿಗಾ ವಹಿಸಲಾಗಿದೆ ಎಂದು ತಿಳಿಸಿದರು. xyxy=(872,507,1042,579)
quote-text: ಮಾದಕ ದ್ರವ್ಯ ಬಳಸುವ ರಾಜ್ಯಗಳಲ್ಲಿ ನಮ್ಮ ಕರ್ನಾಟಕ ಕೂಡ ಸೇರಿರುವುದು ದುರಾದೃಷ್ಟಕರ ಸಂಗತಿಯಾಗಿದೆ. ಅಲ್ಲದೇ ಪೊಲೀಸ್ ಇಲಾಖೆ ಕೂಡ ಇದನ್ನು ತಡೆಗಟ್ಟಲು ಬಹಳಷ್ಟು ಶ್ರಮವಹಿಸುತ್ತಿದ್ದು ಅವರ ಜತೆಗೆ ನಮ್ಮ ಸಹಕಾರ ಕೂಡ ನೀಡಬೇಕಾಗಿದೆ. xyxy=(1069,365,1301,427)
column-rule xyxy=(670,1536,671,1988)
dateline: ▪ ಮೈಸೂರು: xyxy=(1064,703,1115,715)
yellow-mark xyxy=(498,1993,508,2003)
masthead-date: 8 ಸೆಪ್ಟೆಂಬರ್ 2025 xyxy=(60,42,153,57)
cm-story-body-2 xyxy=(454,1782,660,1952)
newspaper-tagline: ರಾಷ್ಟ್ರ ಜಾಗೃತಿಯ ದೈನಿಕ xyxy=(1150,54,1211,63)
section-rule xyxy=(684,1152,1330,1153)
story-text: ಪಟ್ಟಣದ ತಾಲೂಕು ಕಚೇರಿಯಲ್ಲಿ ಭಾನುವಾರ ರಾಷ್ಟ್ರೀಯ ಹಬ್ಬಗಳ ಆಚರಣಾ ಸಮಿತಿಯ ವತಿಯಿಂದ ನಡೆದ ಶ್ರೀ ನಾರಾಯಣ ಗುರುಗಳ ಜಯಂತಿ ಕಾರ್ಯಕ್ರಮದಲ್ಲಿ ಅವರ ಭಾವಚಿತ್ರಕ್ಕೆ ಪುಷ್ಪಾರ್ಚನೆ ಮಾಡಿ ಮಾತನಾಡಿದ ತಹಸೀಲ್ದಾರ್, ನಾರಾಯಣ ಗುರುಗಳು ಜಾತಿ ಪದ್ಧತಿ ಹಾಗೂ ಅಸ್ಪೃಶ್ಯತೆ ವಿರುದ್ಧ ಹೋರಾಡಿದ ಮಹಾನ್ ಸಂತ. ಅವರು ಸಮಾಜದಲ್ಲಿ ಸಮಾನತೆ ತರಲು ಶಿಕ್ಷಣ ಮತ್ತು ಸಂಘಟನೆಯ ಮಹತ್ವವನ್ನು ಸಾರಿದರು. ಒಂದೇ ಜಾತಿ, ಒಂದೇ ಧರ್ಮ, ಒಂದೇ ದೇವರು ಎಂಬ ಸಂದೇಶ ಸಾರಿದರು. ಅವರ ತತ್ವಗಳು ಇಂದಿಗೂ ಪ್ರಸ್ತುತ. ಅವರ ಕೊಡುಗೆ ಅಪಾರ ಎಂದು ಬಣ್ಣಿಸಿದರು. ಕಾರ್ಯಕ್ರಮದಲ್ಲಿ ತಾಲೂಕು ಮಟ್ಟದ ಅಧಿಕಾರಿಗಳು, ಸಮುದಾಯದ ಮುಖಂಡರು, ಗಣ್ಯರು ಹಾಗೂ ಸಾರ್ವಜನಿಕರು ಭಾಗವಹಿಸಿದ್ದರು. ವಿದ್ಯಾರ್ಥಿಗಳಿಗೆ ಪ್ರಬಂಧ ಸ್ಪರ್ಧೆಯ ಬಹುಮಾನ ವಿತರಿಸಲಾಯಿತು. ಗುರುಗಳ ಜೀವನ ಮತ್ತು ಸಾಧನೆ ಕುರಿತು ಉಪನ್ಯಾಸ ನಡೆಯಿತು. xyxy=(292,1243,678,1360)
political-quote-box xyxy=(250,1782,446,1952)
quote-author: ▪ ಶ್ರೀಹರಿ, ಜೆಎಸ್ಎಸ್ ಸಂಸ್ಥೆ ಮುಖ್ಯಸ್ಥ xyxy=(1069,432,1209,445)
black-mark xyxy=(1222,1993,1232,2003)
bjp-kicker: ಬಿಜೆಪಿ ರಾಜ್ಯ ಹಿಂದುಳಿದ ವರ್ಗಗಳ ಮೋರ್ಚಾ ಅಧ್ಯಕ್ಷ ರಘು ಹೇಳಿಕೆ xyxy=(684,1540,1084,1562)
lead-headline: ದುಶ್ಚಟಕ್ಕೆ ಯುವಜನಾಂಗ ಮಾರುಹೋಗದಿರಲಿ xyxy=(298,130,1021,186)
story-title: ಶ್ರೀ ನಾರಾಯಣ ಗುರು ಜಯಂತಿ xyxy=(85,162,264,183)
police-story-body xyxy=(1064,702,1330,1146)
story-title: 60 ಪ್ರಕರಣ ಹಿಂಪಡೆಯುವ ನಿರ್ಧಾರ ಸರಿಯಲ್ಲ: ಗೋಕುಲ್ xyxy=(46,392,260,439)
kiru-suddi-column xyxy=(42,160,264,1510)
photo-sky xyxy=(895,1201,1327,1271)
box-text: ದೇವರಾಜು ಅರಸು ಅವರ ನಂತರ ನಾಯಕರಾಗಿ ಬೆಳೆದ ಸಿದ್ದರಾಮಯ್ಯ ಅವರಿಗೆ ರಾಜ್ಯದ ರಾಜಕೀಯವನ್ನೇ ಬದಲಿಸುವ ಶಕ್ತಿ ಇದೆ. ಅವರ ಸ್ಥಾನಕ್ಕೆ ಯಾರೂ ಸರಿಸಮಾನರಲ್ಲ ಎಂದು ಅವರು ಹೇಳಿದರು. xyxy=(259,1818,437,1890)
yellow-mark xyxy=(868,1993,878,2003)
yellow-mark xyxy=(1208,1993,1218,2003)
story-title: ವಾರ್ಷಿಕ ಮಹಾಸಭೆ xyxy=(106,691,200,709)
principal-headline: ಕೃಷ್ಣಯ್ಯಗೆ ಅತ್ಯುತ್ತಮ ಪ್ರಾಂಶುಪಾಲ ಪ್ರಶಸ್ತಿ xyxy=(688,1158,1060,1191)
photo-sky xyxy=(553,209,1045,324)
dalit-story-body xyxy=(292,770,672,1006)
narayana-event-photo xyxy=(292,1060,674,1236)
bjp-story-body-3 xyxy=(1114,1776,1328,1988)
masthead-day: ಸೋಮವಾರ xyxy=(60,14,132,35)
story-text: ಅಕ್ರಮ ವಾಹನ ತಪಾಸಣೆಯಲ್ಲಿ ತೊಡಗಿದ್ದ ಪೊಲೀಸ್ ಪೇದೆಯ ಮೇಲೆ ಇಬ್ಬರು ಯುವಕರು ಹಲ್ಲೆ ನಡೆಸಿ ಪರಾರಿಯಾಗಿರುವ ಘಟನೆ ನಗರದಲ್ಲಿ ನಡೆದಿದೆ. ಹಲ್ಲೆಗೊಳಗಾದ ಪೇದೆಯನ್ನು ಆಸ್ಪತ್ರೆಗೆ ದಾಖಲಿಸಲಾಗಿದೆ. ರಾತ್ರಿ ಗಸ್ತು ಸಂದರ್ಭದಲ್ಲಿ ವಾಹನ ತಡೆದು ದಾಖಲೆ ಕೇಳಿದಾಗ ಆರೋಪಿಗಳು ಏಕಾಏಕಿ ಹಲ್ಲೆ ನಡೆಸಿದ್ದಾರೆ. ಆರೋಪಿಗಳ ಪತ್ತೆಗೆ ವಿಶೇಷ ತಂಡ ರಚಿಸಲಾಗಿದ್ದು, ಸಿಸಿಟಿವಿ ದೃಶ್ಯಾವಳಿ ಪರಿಶೀಲನೆ ನಡೆಸಲಾಗುತ್ತಿದೆ. ಈ ಕುರಿತು ಪ್ರಕರಣ ದಾಖಲಿಸಿಕೊಂಡು ತನಿಖೆ ಕೈಗೊಳ್ಳಲಾಗಿದೆ. ಪೊಲೀಸರ ಮೇಲಿನ ಹಲ್ಲೆ ಘಟನೆಗಳು ಹೆಚ್ಚುತ್ತಿರುವುದಕ್ಕೆ ಸಾರ್ವಜನಿಕರು ಆತಂಕ ವ್ಯಕ್ತಪಡಿಸಿದ್ದಾರೆ. ಪ್ರಕರಣದ ಕುರಿತು ಹೆಚ್ಚಿನ ತನಿಖೆ ಮುಂದುವರಿದಿದೆ. ಕರ್ತವ್ಯ ನಿರತ ಸಿಬ್ಬಂದಿಗೆ ಹೆಚ್ಚಿನ ರಕ್ಷಣೆ ಒದಗಿಸುವ ಕುರಿತು ಹಿರಿಯ ಅಧಿಕಾರಿಗಳು ಚರ್ಚಿಸಿದ್ದು, ಮುಂದಿನ ದಿನಗಳಲ್ಲಿ ಗಸ್ತು ಬಿಗಿಗೊಳಿಸಲಾಗುವುದು ಎಂದು ತಿಳಿಸಿದ್ದಾರೆ. ಆರೋಪಿಗಳನ್ನು ಶೀಘ್ರ ಬಂಧಿಸಲಾಗುವುದು ಎಂದು ಪೊಲೀಸ್ ಅಧಿಕಾರಿಗಳು ಭರವಸೆ ನೀಡಿದ್ದಾರೆ. ಸ್ಥಳೀಯರ ಸಹಕಾರದೊಂದಿಗೆ ತನಿಖೆ ಚುರುಕುಗೊಳಿಸಲಾಗಿದೆ. xyxy=(1064,703,1330,895)
photo-crowd xyxy=(251,1684,659,1773)
dateline: ▪ ಚಾಮರಾಜನಗರ: xyxy=(42,716,114,728)
principal-story-body-2 xyxy=(894,1384,1104,1510)
